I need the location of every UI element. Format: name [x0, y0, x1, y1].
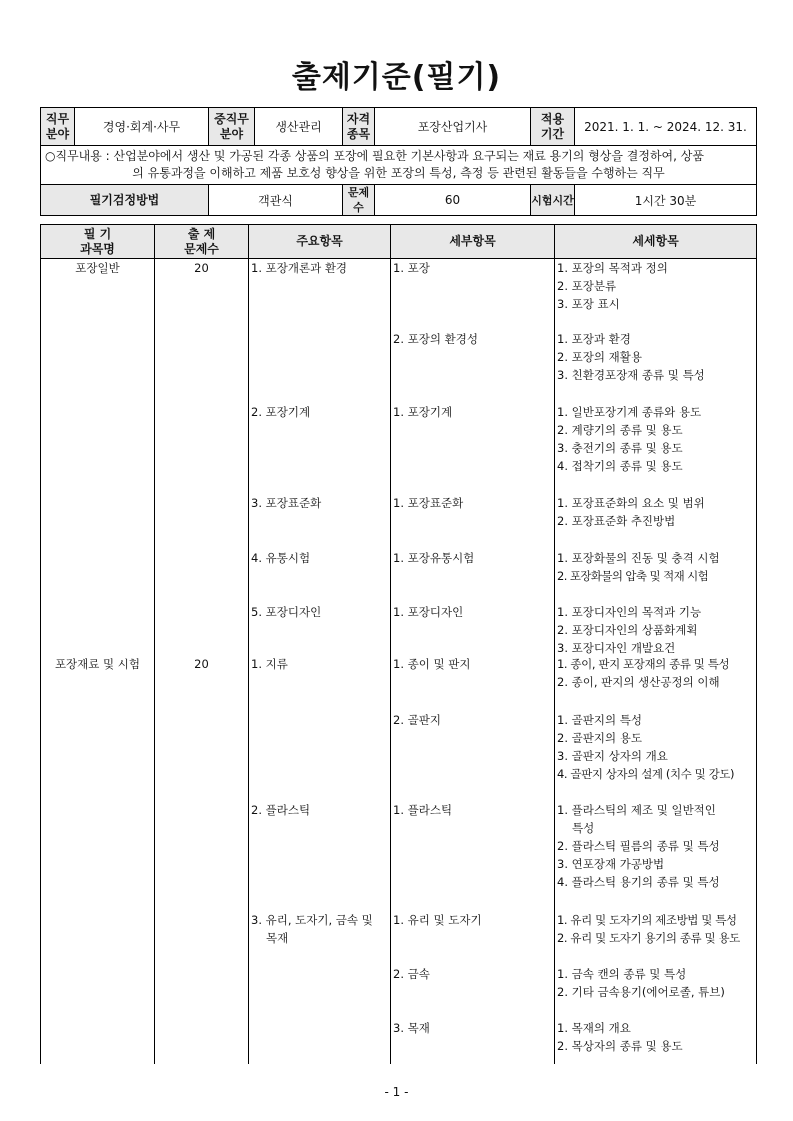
exam-info-table [40, 107, 757, 216]
time-label: 시험시간 [531, 185, 575, 216]
sub-field-label: 중직무 분야 [209, 108, 255, 146]
sub-item: 3. 친환경포장재 종류 및 특성 [557, 368, 705, 382]
syllabus-table [40, 224, 757, 1064]
sub-item: 2. 포장디자인의 상품화계획 [557, 623, 698, 637]
main-item: 1. 포장개론과 환경 [251, 261, 348, 275]
header-sub-item: 세세항목 [555, 225, 757, 259]
detail-item: 1. 포장유통시험 [393, 551, 475, 565]
sub-item: 1. 포장디자인의 목적과 기능 [557, 605, 702, 619]
main-item: 2. 포장기계 [251, 405, 311, 419]
subject-column [41, 259, 155, 1065]
sub-item: 2. 종이, 판지의 생산공정의 이해 [557, 675, 720, 689]
sub-item: 1. 금속 캔의 종류 및 특성 [557, 967, 687, 981]
sub-item: 2. 포장표준화 추진방법 [557, 514, 676, 528]
job-field-label: 직무 분야 [41, 108, 75, 146]
page-number: - 1 - [384, 1085, 409, 1099]
sub-item: 1. 포장의 목적과 정의 [557, 261, 668, 275]
subject-name: 포장일반 [75, 261, 120, 275]
question-count: 20 [194, 657, 209, 671]
main-item: 4. 유통시험 [251, 551, 311, 565]
detail-item: 2. 포장의 환경성 [393, 332, 478, 346]
sub-item: 1. 포장표준화의 요소 및 범위 [557, 496, 705, 510]
sub-item: 4. 플라스틱 용기의 종류 및 특성 [557, 875, 720, 889]
detail-item: 1. 종이 및 판지 [393, 657, 471, 671]
sub-item: 1. 골판지의 특성 [557, 713, 642, 727]
count-label: 문제수 [343, 185, 375, 216]
time-value: 1시간 30분 [575, 185, 757, 216]
header-detail-item: 세부항목 [391, 225, 555, 259]
duty-line-1: ○직무내용 : 산업분야에서 생산 및 가공된 각종 상품의 포장에 필요한 기본사항과 요구되는 재료 용기의 형상을 결정하여, 상품 [45, 149, 704, 163]
header-subject: 필 기 과목명 [41, 225, 155, 259]
sub-item: 2. 플라스틱 필름의 종류 및 특성 [557, 839, 720, 853]
header-question-count: 출 제 문제수 [155, 225, 249, 259]
sub-item: 1. 포장화물의 진동 및 충격 시험 [557, 551, 720, 565]
sub-item: 1. 포장과 환경 [557, 332, 631, 346]
main-item: 2. 플라스틱 [251, 803, 311, 817]
job-field-value: 경영·회계·사무 [75, 108, 209, 146]
question-count-column [155, 259, 249, 1065]
sub-item: 3. 포장 표시 [557, 297, 620, 311]
subject-name: 포장재료 및 시험 [54, 657, 141, 671]
detail-item-column [391, 259, 555, 1065]
sub-item: 1. 플라스틱의 제조 및 일반적인 [557, 803, 716, 817]
detail-item: 1. 포장 [393, 261, 430, 275]
sub-item: 3. 골판지 상자의 개요 [557, 749, 668, 763]
detail-item: 1. 유리 및 도자기 [393, 913, 482, 927]
duty-line-2: 의 유통과정을 이해하고 제품 보호성 향상을 위한 포장의 특성, 측정 등 관련된 활동들을 수행하는 직무 [132, 166, 665, 180]
sub-item: 3. 충전기의 종류 및 용도 [557, 441, 683, 455]
detail-item: 3. 목재 [393, 1021, 430, 1035]
sub-item: 2. 포장의 재활용 [557, 350, 642, 364]
detail-item: 2. 골판지 [393, 713, 441, 727]
method-label: 필기검정방법 [41, 185, 209, 216]
sub-item: 2. 기타 금속용기(에어로졸, 튜브) [557, 985, 725, 999]
detail-item: 2. 금속 [393, 967, 430, 981]
period-value: 2021. 1. 1. ~ 2024. 12. 31. [575, 108, 757, 146]
sub-item: 1. 목재의 개요 [557, 1021, 631, 1035]
sub-item: 3. 포장디자인 개발요건 [557, 641, 676, 655]
sub-item: 1. 일반포장기계 종류와 용도 [557, 405, 702, 419]
sub-item: 2. 포장화물의 압축 및 적재 시험 [557, 569, 709, 583]
sub-item: 1. 유리 및 도자기의 제조방법 및 특성 [557, 913, 737, 927]
detail-item: 1. 포장디자인 [393, 605, 464, 619]
sub-item: 2. 골판지의 용도 [557, 731, 642, 745]
sub-item-column [555, 259, 757, 1065]
sub-item: 2. 포장분류 [557, 279, 617, 293]
sub-field-value: 생산관리 [255, 108, 343, 146]
sub-item: 2. 유리 및 도자기 용기의 종류 및 용도 [557, 931, 740, 945]
count-value: 60 [375, 185, 531, 216]
detail-item: 1. 포장기계 [393, 405, 453, 419]
qualification-label: 자격 종목 [343, 108, 375, 146]
sub-item: 4. 접착기의 종류 및 용도 [557, 459, 683, 473]
sub-item: 4. 골판지 상자의 설계 (치수 및 강도) [557, 767, 735, 781]
method-value: 객관식 [209, 185, 343, 216]
question-count: 20 [194, 261, 209, 275]
main-item: 3. 포장표준화 [251, 496, 322, 510]
duty-description [41, 146, 757, 185]
detail-item: 1. 플라스틱 [393, 803, 453, 817]
main-item: 5. 포장디자인 [251, 605, 322, 619]
page-title: 출제기준(필기) [291, 60, 502, 95]
qualification-value: 포장산업기사 [375, 108, 531, 146]
sub-item: 1. 종이, 판지 포장재의 종류 및 특성 [557, 657, 730, 671]
header-main-item: 주요항목 [249, 225, 391, 259]
main-item-continued: 목재 [266, 931, 289, 945]
main-item-column [249, 259, 391, 1065]
sub-item-continued: 특성 [572, 821, 595, 835]
sub-item: 2. 목상자의 종류 및 용도 [557, 1039, 683, 1053]
period-label: 적용 기간 [531, 108, 575, 146]
main-item: 3. 유리, 도자기, 금속 및 [251, 913, 373, 927]
detail-item: 1. 포장표준화 [393, 496, 464, 510]
main-item: 1. 지류 [251, 657, 288, 671]
sub-item: 2. 계량기의 종류 및 용도 [557, 423, 683, 437]
sub-item: 3. 연포장재 가공방법 [557, 857, 665, 871]
